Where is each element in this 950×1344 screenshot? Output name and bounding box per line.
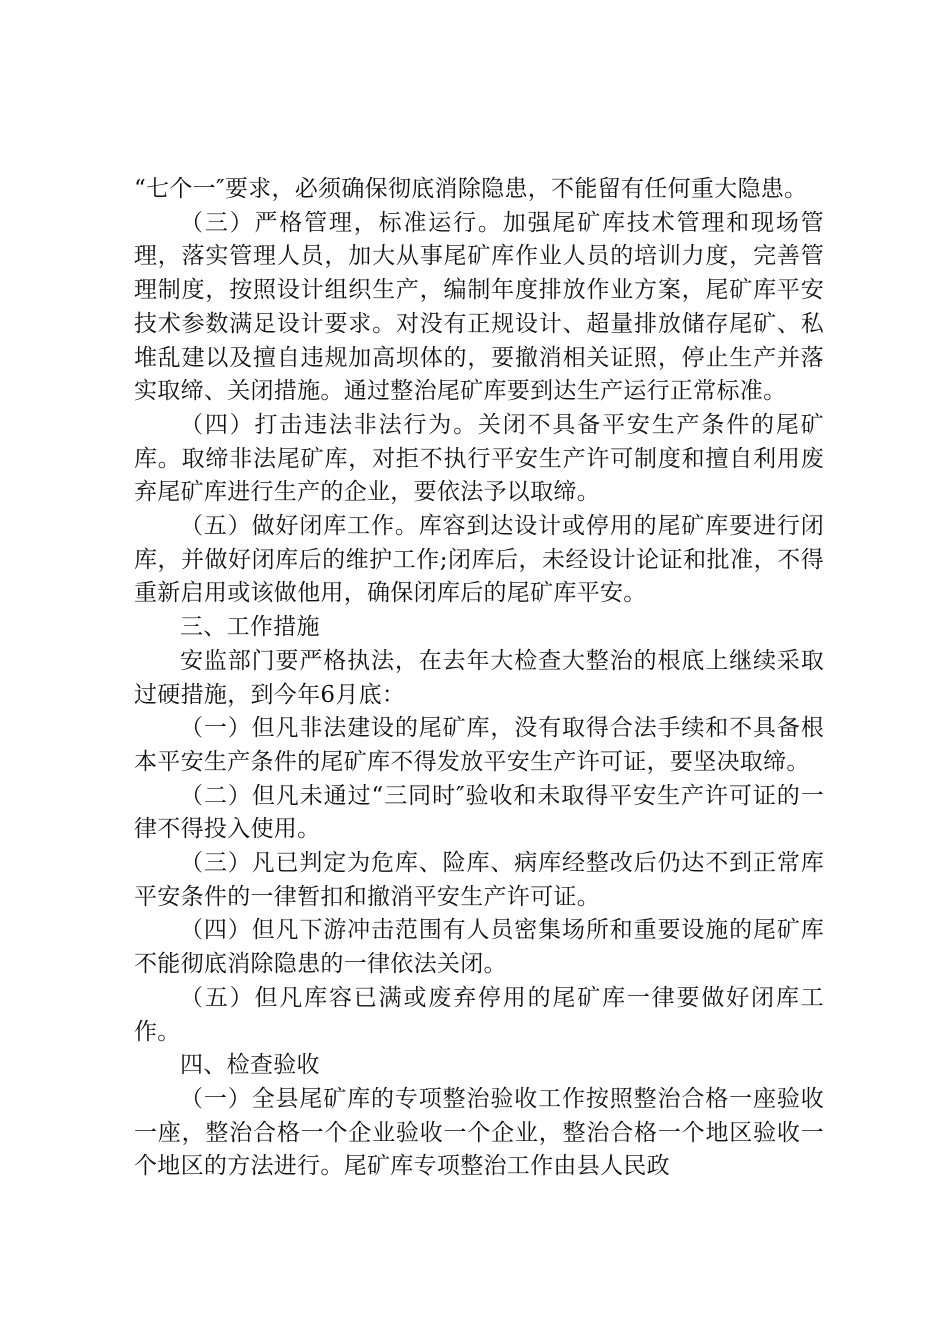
document-body — [134, 173, 824, 1184]
paragraph-inspection-1: （一）全县尾矿库的专项整治验收工作按照整治合格一座验收一座，整治合格一个企业验收一个企业，整治合格一个地区验收一个地区的方法进行。尾矿库专项整治工作由县人民政 — [134, 1085, 824, 1180]
section-heading-measures: 三、工作措施 — [180, 614, 320, 641]
paragraph-continuation: “七个一″要求，必须确保彻底消除隐患，不能留有任何重大隐患。 — [134, 176, 808, 202]
paragraph-measures-intro: 安监部门要严格执法，在去年大检查大整治的根底上继续采取过硬措施，到今年6月底： — [134, 647, 824, 708]
paragraph-measure-2: （二）但凡未通过“三同时″验收和未取得平安生产许可证的一律不得投入使用。 — [134, 782, 824, 843]
paragraph-measure-3: （三）凡已判定为危库、险库、病库经整改后仍达不到正常库平安条件的一律暂扣和撤消平安生产许可证。 — [134, 850, 824, 910]
paragraph-measure-4: （四）但凡下游冲击范围有人员密集场所和重要设施的尾矿库不能彻底消除隐患的一律依法关闭。 — [134, 917, 824, 978]
paragraph-measure-1: （一）但凡非法建设的尾矿库，没有取得合法手续和不具备根本平安生产条件的尾矿库不得发放平安生产许可证，要坚决取缔。 — [134, 715, 824, 775]
section-heading-inspection: 四、检查验收 — [180, 1052, 320, 1079]
paragraph-item-5-closure: （五）做好闭库工作。库容到达设计或停用的尾矿库要进行闭库，并做好闭库后的维护工作;闭库后，未经设计论证和批准，不得重新启用或该做他用，确保闭库后的尾矿库平安。 — [134, 513, 824, 607]
paragraph-item-3-strict-management: （三）严格管理，标准运行。加强尾矿库技术管理和现场管理，落实管理人员，加大从事尾矿库作业人员的培训力度，完善管理制度，按照设计组织生产，编制年度排放作业方案，尾矿库平安技术参数满足设计要求。对没有正规设计、超量排放储存尾矿、私堆乱建以及擅自违规加高坝体的，要撤消相关证照，停止生产并落实取缔、关闭措施。通过整治尾矿库要到达生产运行正常标准。 — [134, 209, 824, 405]
paragraph-item-4-crackdown: （四）打击违法非法行为。关闭不具备平安生产条件的尾矿库。取缔非法尾矿库，对拒不执行平安生产许可制度和擅自利用废弃尾矿库进行生产的企业，要依法予以取缔。 — [134, 411, 824, 506]
paragraph-measure-5: （五）但凡库容已满或废弃停用的尾矿库一律要做好闭库工作。 — [134, 984, 824, 1045]
